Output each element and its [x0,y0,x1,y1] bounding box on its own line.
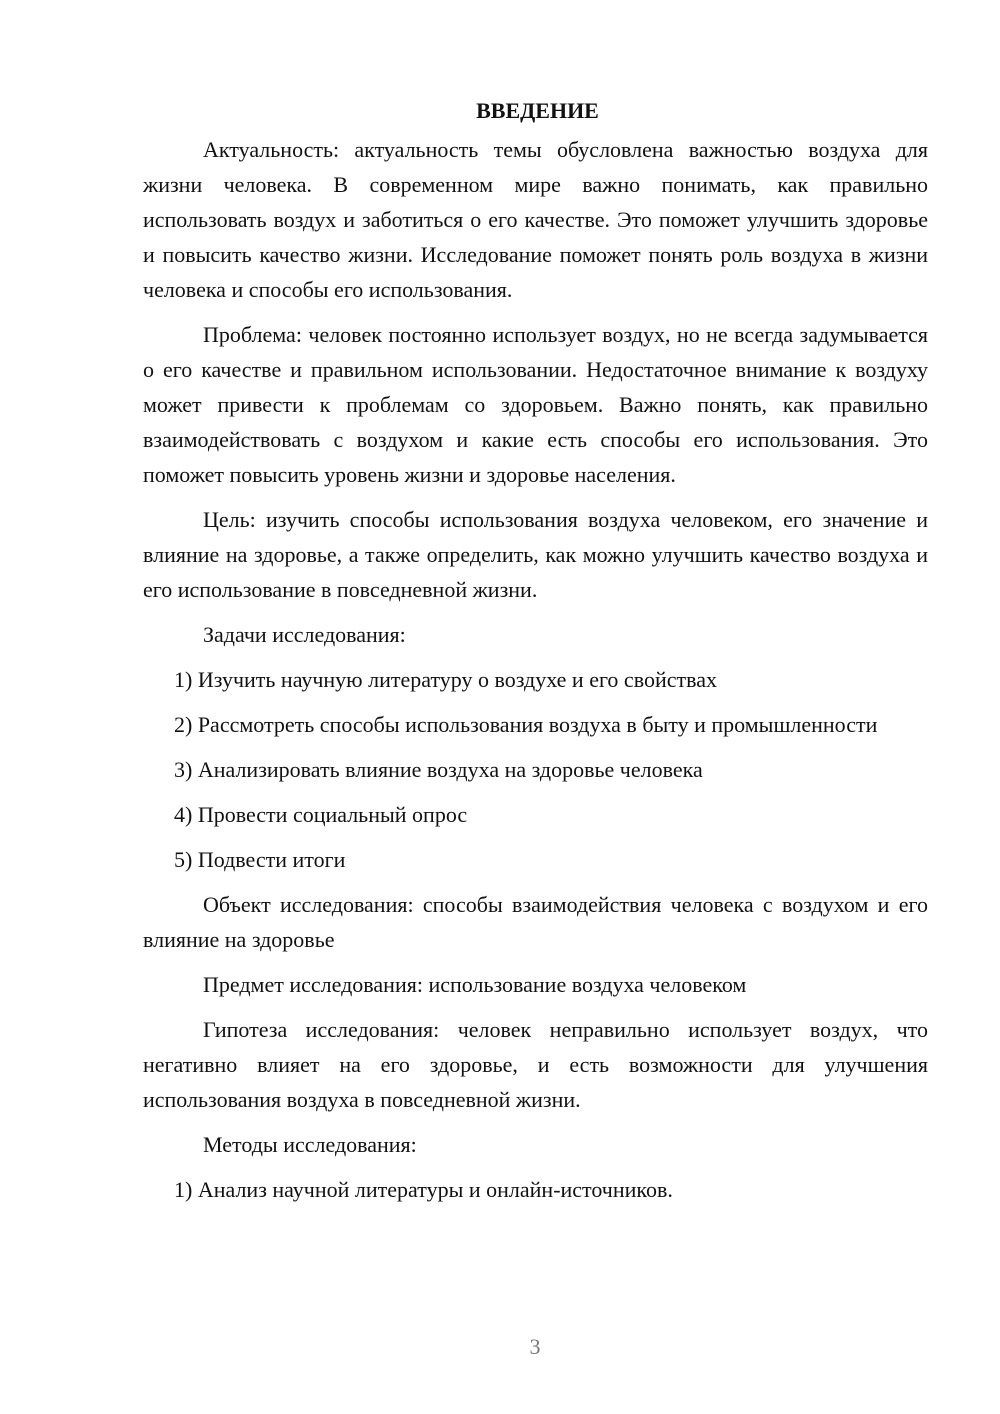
task-item-5: 5) Подвести итоги [174,847,346,872]
method-item-1: 1) Анализ научной литературы и онлайн-источников. [174,1177,673,1202]
subject-paragraph: Предмет исследования: использование воздуха человеком [203,972,747,997]
object-paragraph: Объект исследования: способы взаимодействия человека с воздухом и его влияние на здоровье [143,892,928,952]
task-item-3: 3) Анализировать влияние воздуха на здоровье человека [174,757,703,782]
page-content [143,93,928,1217]
relevance-paragraph: Актуальность: актуальность темы обусловлена важностью воздуха для жизни человека. В современном мире важно понимать, как правильно использовать воздух и заботиться о его качестве. Это поможет улучшить здоровье и повысить качество жизни. Исследование поможет понять роль воздуха в жизни человека и способы его использования. [143,137,928,302]
task-item-4: 4) Провести социальный опрос [174,802,468,827]
task-item-1: 1) Изучить научную литературу о воздухе и его свойствах [174,667,717,692]
goal-paragraph: Цель: изучить способы использования воздуха человеком, его значение и влияние на здоровье, а также определить, как можно улучшить качество воздуха и его использование в повседневной жизни. [143,507,928,602]
tasks-heading: Задачи исследования: [203,622,406,647]
page-number: 3 [529,1334,541,1359]
page-title: ВВЕДЕНИЕ [476,98,599,123]
methods-heading: Методы исследования: [203,1132,417,1157]
problem-paragraph: Проблема: человек постоянно использует воздух, но не всегда задумывается о его качестве и правильном использовании. Недостаточное внимание к воздуху может привести к проблемам со здоровьем. Важно понять, как правильно взаимодействовать с воздухом и какие есть способы его использования. Это поможет повысить уровень жизни и здоровье населения. [143,322,928,487]
hypothesis-paragraph: Гипотеза исследования: человек неправильно использует воздух, что негативно влияет на его здоровье, и есть возможности для улучшения использования воздуха в повседневной жизни. [143,1017,928,1112]
task-item-2: 2) Рассмотреть способы использования воздуха в быту и промышленности [174,712,878,737]
